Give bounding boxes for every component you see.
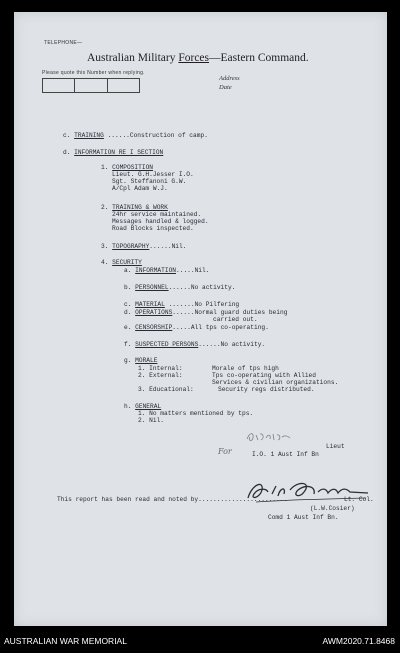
footer-accession-number: AWM2020.71.8468 — [322, 636, 395, 646]
morale-2: 2. External: — [138, 372, 183, 379]
security-b-personnel: b. PERSONNEL......No activity. — [124, 284, 236, 291]
lt-col-label: Lt. Col. — [344, 496, 374, 503]
training-line-2: Messages handled & logged. — [112, 218, 209, 225]
title-forces: Forces — [178, 52, 210, 64]
telephone-label: TELEPHONE— — [44, 40, 83, 46]
morale-1: 1. Internal: — [138, 365, 183, 372]
item-4-security: 4. SECURITY — [101, 259, 142, 266]
security-d-operations: d. OPERATIONS......Normal guard duties being — [124, 309, 288, 316]
composition-line-2: Sgt. Steffanoni G.W. — [112, 178, 187, 185]
morale-2-value-continued: Services & civilian organizations. — [212, 379, 339, 386]
reference-number-boxes — [42, 78, 140, 93]
security-g-morale: g. MORALE — [124, 357, 158, 364]
letterhead-title — [87, 52, 309, 64]
item-2-training-work: 2. TRAINING & WORK — [101, 204, 168, 211]
security-f-suspected-persons: f. SUSPECTED PERSONS......No activity. — [124, 341, 266, 348]
io-line: I.O. 1 Aust Inf Bn — [252, 451, 319, 458]
section-d: d. INFORMATION RE I SECTION — [63, 149, 164, 156]
title-prefix: Australian Military — [87, 52, 179, 64]
training-line-3: Road Blocks inspected. — [112, 225, 194, 232]
morale-3: 3. Educational: — [138, 386, 194, 393]
security-c-material: c. MATERIAL .......No Pilfering — [124, 301, 240, 308]
address-label: Address — [219, 75, 240, 82]
title-suffix: —Eastern Command. — [209, 52, 309, 64]
co-name: (L.W.Cosier) — [310, 505, 355, 512]
security-a-information: a. INFORMATION.....Nil. — [124, 267, 210, 274]
security-e-censorship: e. CENSORSHIP.....All tps co-operating. — [124, 324, 269, 331]
general-2: 2. Nil. — [138, 417, 165, 424]
for-handwritten: For — [218, 447, 232, 456]
composition-line-1: Lieut. G.H.Jesser I.O. — [112, 171, 194, 178]
training-line-1: 24hr service maintained. — [112, 211, 202, 218]
morale-3-value: Security regs distributed. — [218, 386, 315, 393]
date-label: Date — [219, 84, 232, 91]
co-command: Comd 1 Aust Inf Bn. — [268, 514, 339, 521]
general-1: 1. No matters mentioned by tps. — [138, 410, 254, 417]
lieut-label: Lieut — [326, 443, 345, 450]
security-h-general: h. GENERAL — [124, 403, 162, 410]
composition-line-3: A/Cpl Adam W.J. — [112, 185, 168, 192]
footer-institution: AUSTRALIAN WAR MEMORIAL — [4, 636, 127, 646]
noted-statement: This report has been read and noted by........................ — [57, 496, 288, 503]
initials-signature — [244, 430, 294, 444]
morale-1-value: Morale of tps high — [212, 365, 279, 372]
morale-2-value: Tps co-operating with Allied — [212, 372, 316, 379]
quote-note: Please quote this Number when replying. — [42, 70, 145, 76]
operations-continued: carried out. — [213, 316, 258, 323]
item-3-topography: 3. TOPOGRAPHY......Nil. — [101, 243, 187, 250]
section-c: c. TRAINING ......Construction of camp. — [63, 132, 208, 139]
item-1-composition: 1. COMPOSITION — [101, 164, 154, 171]
document-sheet — [14, 12, 387, 626]
